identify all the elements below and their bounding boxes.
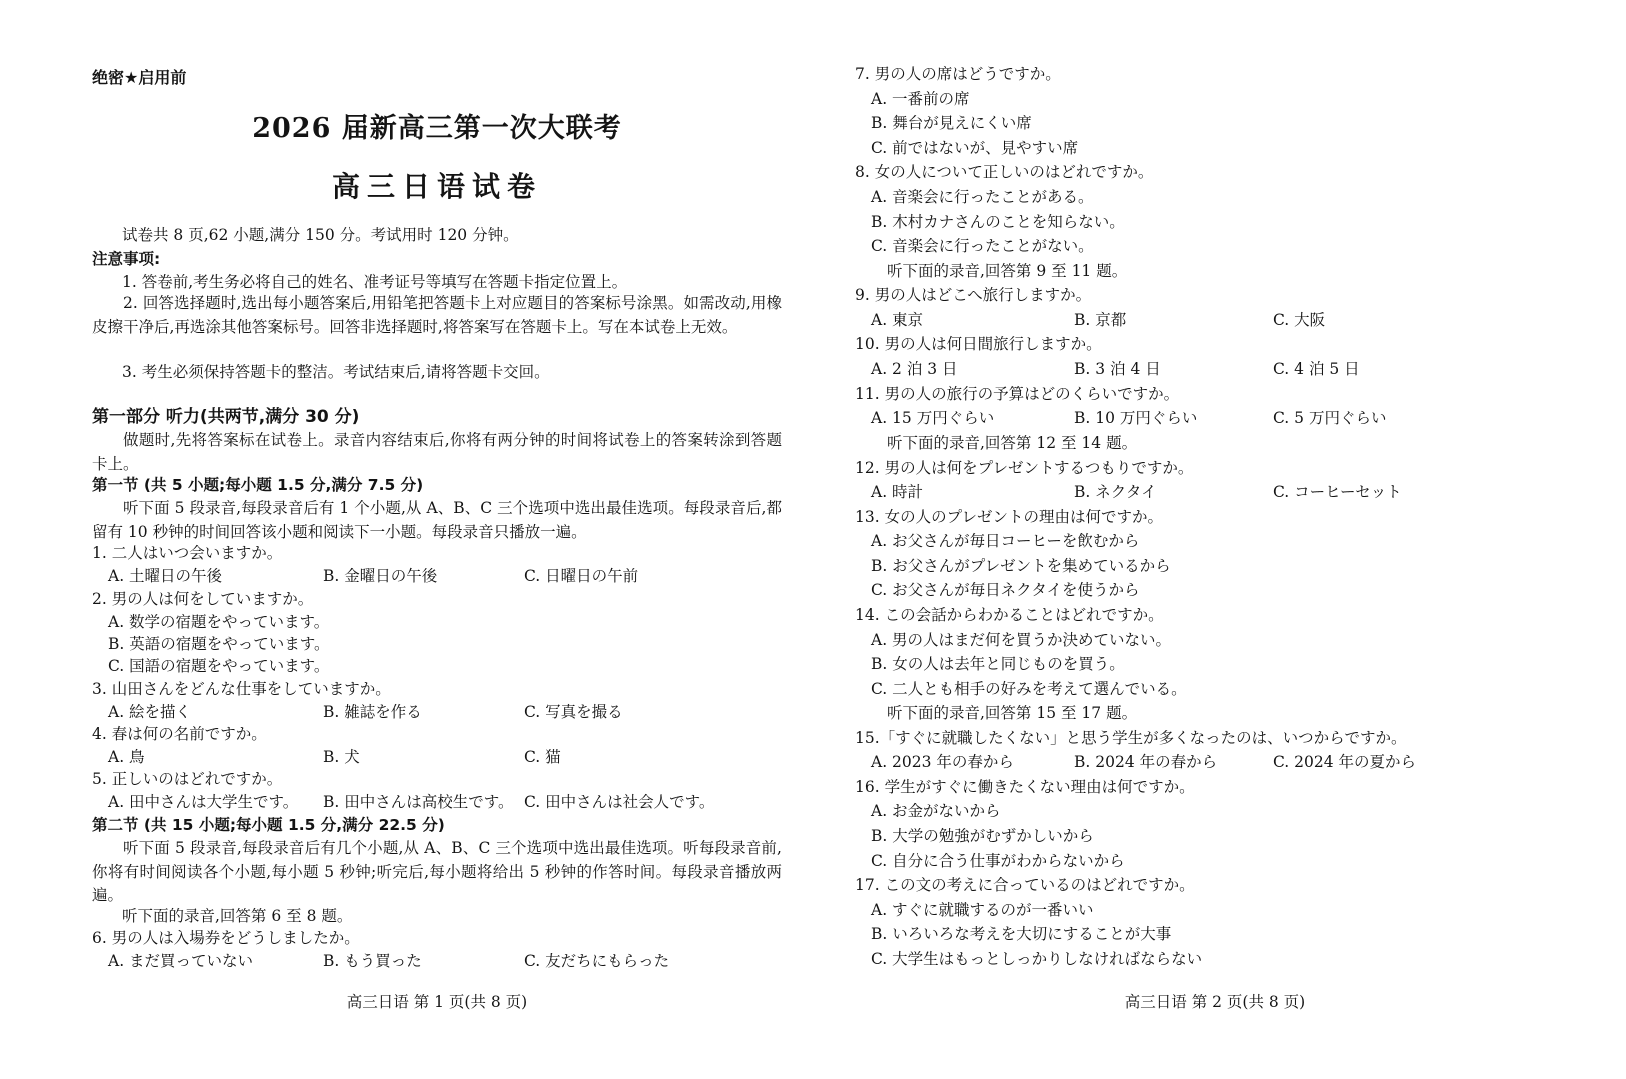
question-stem: 10. 男の人は何日間旅行しますか。 [855,335,1102,353]
option-c: C. お父さんが毎日ネクタイを使うから [871,581,1140,599]
option-a: A. お父さんが毎日コーヒーを飲むから [871,532,1140,550]
notes-heading: 注意事项: [92,250,161,268]
section2-heading: 第二节 (共 15 小题;每小题 1.5 分,满分 22.5 分) [92,816,445,834]
option-row [108,951,788,971]
option-a: A. 数学の宿題をやっています。 [108,613,330,631]
section1-instruction: 听下面 5 段录音,每段录音后有 1 个小题,从 A、B、C 三个选项中选出最佳选项。每段录音后,都留有 10 秒钟的时间回答该小题和阅读下一小题。每段录音只播放一遍。 [92,499,782,541]
question-stem: 2. 男の人は何をしていますか。 [92,590,314,608]
note-item-2: 2. 回答选择题时,选出每小题答案后,用铅笔把答题卡上对应题目的答案标号涂黑。如需改动,用橡皮擦干净后,再选涂其他答案标号。回答非选择题时,将答案写在答题卡上。写在本试卷上无效。 [92,294,782,336]
option-a: A. 一番前の席 [871,90,970,108]
section1-heading: 第一节 (共 5 小题;每小题 1.5 分,满分 7.5 分) [92,476,424,494]
option-a: A. 時計 [871,483,924,501]
option-a: A. 土曜日の午後 [108,567,223,585]
option-b: B. ネクタイ [1074,483,1157,501]
option-row [871,310,1551,330]
paper-title: 高三日语试卷 [331,170,542,203]
option-a: A. 2 泊 3 日 [871,360,958,378]
option-c: C. コーヒーセット [1273,483,1402,501]
question-stem: 13. 女の人のプレゼントの理由は何ですか。 [855,508,1163,526]
confidential-label: 绝密★启用前 [92,68,187,87]
option-row [871,482,1551,502]
question-stem: 17. この文の考えに合っているのはどれですか。 [855,876,1195,894]
option-row [108,792,788,812]
option-a: A. 15 万円ぐらい [871,409,995,427]
page-footer: 高三日语 第 2 页(共 8 页) [1124,993,1306,1011]
option-a: A. 田中さんは大学生です。 [108,793,299,811]
option-row [871,752,1551,772]
option-b: B. 2024 年の春から [1074,753,1218,771]
option-b: B. 女の人は去年と同じものを買う。 [871,655,1125,673]
option-a: A. 絵を描く [108,703,192,721]
option-c: C. 音楽会に行ったことがない。 [871,237,1094,255]
question-stem: 12. 男の人は何をプレゼントするつもりですか。 [855,459,1194,477]
option-b: B. 金曜日の午後 [323,567,438,585]
option-a: A. 2023 年の春から [871,753,1014,771]
question-stem: 1. 二人はいつ会いますか。 [92,544,283,562]
option-a: A. 男の人はまだ何を買うか決めていない。 [871,631,1172,649]
page-footer: 高三日语 第 1 页(共 8 页) [346,993,528,1011]
option-a: A. 東京 [871,311,924,329]
exam-intro: 试卷共 8 页,62 小题,满分 150 分。考试用时 120 分钟。 [122,226,519,244]
question-stem: 4. 春は何の名前ですか。 [92,725,267,743]
part1-heading: 第一部分 听力(共两节,满分 30 分) [92,407,360,427]
section2-instruction: 听下面 5 段录音,每段录音后有几个小题,从 A、B、C 三个选项中选出最佳选项。听每段录音前,你将有时间阅读各个小题,每小题 5 秒钟;听完后,每小题将给出 5 秒钟的作答时间。每段录音播放两遍。 [92,839,782,904]
option-b: B. 3 泊 4 日 [1074,360,1161,378]
exam-page-2 [855,0,1575,1079]
option-b: B. いろいろな考えを大切にすることが大事 [871,925,1172,943]
option-c: C. 大学生はもっとしっかりしなければならない [871,950,1203,968]
question-stem: 14. この会話からわかることはどれですか。 [855,606,1164,624]
option-b: B. 犬 [323,748,360,766]
option-row [871,359,1551,379]
option-row [871,408,1551,428]
question-stem: 3. 山田さんをどんな仕事をしていますか。 [92,680,391,698]
question-stem: 11. 男の人の旅行の予算はどのくらいですか。 [855,385,1180,403]
option-c: C. 国語の宿題をやっています。 [108,657,330,675]
exam-title: 2026 届新高三第一次大联考 [252,113,622,144]
option-b: B. 舞台が見えにくい席 [871,114,1032,132]
option-b: B. お父さんがプレゼントを集めているから [871,557,1171,575]
option-c: C. 日曜日の午前 [524,567,639,585]
option-c: C. 田中さんは社会人です。 [524,793,715,811]
exam-page-1 [92,0,792,1079]
option-b: B. 大学の勉強がむずかしいから [871,827,1094,845]
option-a: A. 音楽会に行ったことがある。 [871,188,1094,206]
option-c: C. 2024 年の夏から [1273,753,1417,771]
option-a: A. すぐに就職するのが一番いい [871,901,1094,919]
option-row [108,702,788,722]
option-c: C. 前ではないが、見やすい席 [871,139,1079,157]
option-c: C. 大阪 [1273,311,1326,329]
note-item-1: 1. 答卷前,考生务必将自己的姓名、准考证号等填写在答题卡指定位置上。 [122,273,628,291]
option-row [108,747,788,767]
option-b: B. 10 万円ぐらい [1074,409,1198,427]
option-b: B. 田中さんは高校生です。 [323,793,514,811]
option-c: C. 自分に合う仕事がわからないから [871,852,1125,870]
option-c: C. 二人とも相手の好みを考えて選んでいる。 [871,680,1187,698]
question-stem: 15.「すぐに就職したくない」と思う学生が多くなったのは、いつからですか。 [855,729,1407,747]
option-c: C. 5 万円ぐらい [1273,409,1387,427]
option-b: B. 英語の宿題をやっています。 [108,635,330,653]
question-stem: 8. 女の人について正しいのはどれですか。 [855,163,1154,181]
listen-instruction: 听下面的录音,回答第 6 至 8 题。 [122,907,353,925]
part1-instruction: 做题时,先将答案标在试卷上。录音内容结束后,你将有两分钟的时间将试卷上的答案转涂到答题卡上。 [92,431,782,473]
option-b: B. もう買った [323,952,422,970]
note-item-3: 3. 考生必须保持答题卡的整洁。考试结束后,请将答题卡交回。 [122,363,550,381]
option-a: A. まだ買っていない [108,952,254,970]
option-c: C. 写真を撮る [524,703,623,721]
option-a: A. お金がないから [871,802,1001,820]
question-stem: 7. 男の人の席はどうですか。 [855,65,1061,83]
option-c: C. 猫 [524,748,561,766]
option-c: C. 友だちにもらった [524,952,670,970]
option-c: C. 4 泊 5 日 [1273,360,1360,378]
question-stem: 16. 学生がすぐに働きたくない理由は何ですか。 [855,778,1195,796]
option-row [108,566,788,586]
option-b: B. 京都 [1074,311,1127,329]
option-b: B. 木村カナさんのことを知らない。 [871,213,1125,231]
question-stem: 6. 男の人は入場券をどうしましたか。 [92,929,360,947]
listen-instruction: 听下面的录音,回答第 12 至 14 题。 [887,434,1138,452]
listen-instruction: 听下面的录音,回答第 15 至 17 题。 [887,704,1138,722]
listen-instruction: 听下面的录音,回答第 9 至 11 题。 [887,262,1128,280]
option-a: A. 鳥 [108,748,145,766]
question-stem: 5. 正しいのはどれですか。 [92,770,283,788]
option-b: B. 雑誌を作る [323,703,422,721]
question-stem: 9. 男の人はどこへ旅行しますか。 [855,286,1092,304]
